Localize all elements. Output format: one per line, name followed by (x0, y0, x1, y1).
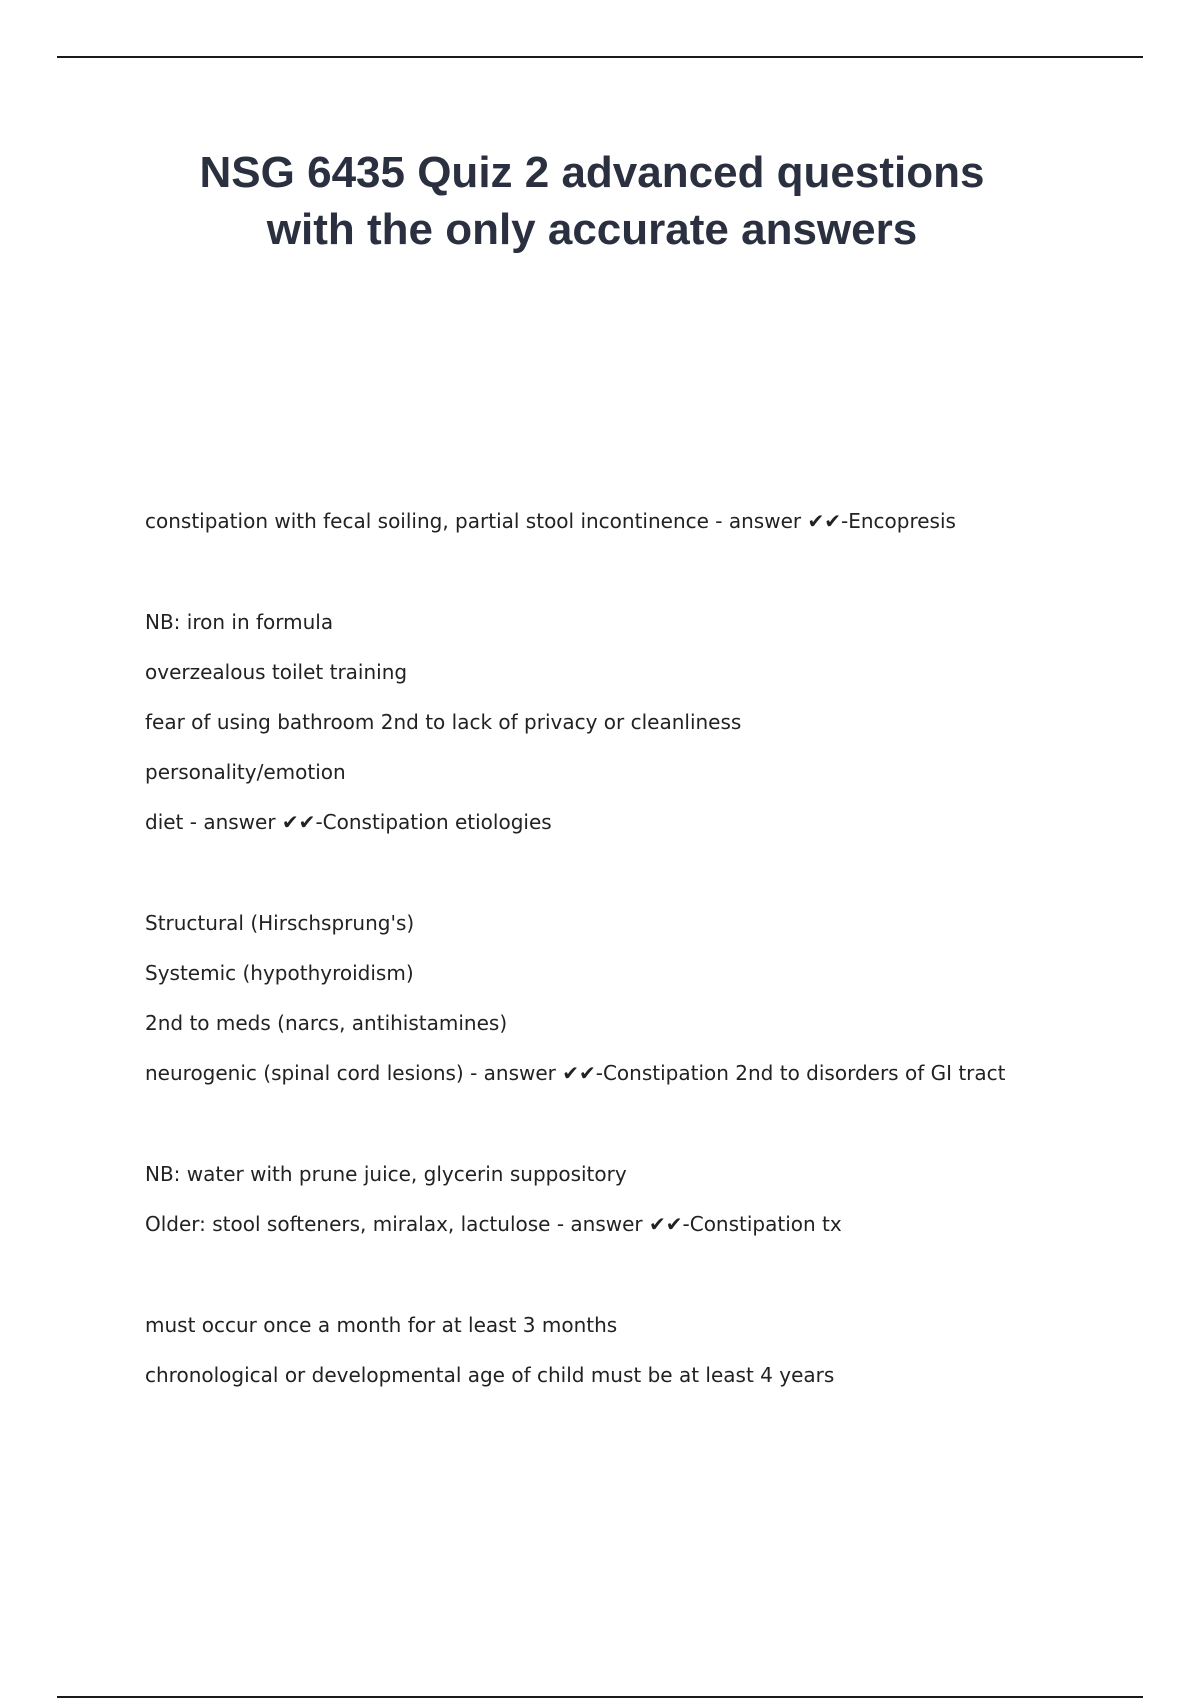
qa-line: fear of using bathroom 2nd to lack of privacy or cleanliness (145, 710, 742, 734)
qa-line: 2nd to meds (narcs, antihistamines) (145, 1011, 508, 1035)
qa-line: overzealous toilet training (145, 660, 408, 684)
title-line-1: NSG 6435 Quiz 2 advanced questions (199, 148, 985, 197)
bottom-rule (57, 1696, 1143, 1698)
qa-line: Structural (Hirschsprung's) (145, 911, 415, 935)
qa-line: personality/emotion (145, 760, 346, 784)
qa-line: neurogenic (spinal cord lesions) - answer ✔✔-Constipation 2nd to disorders of GI tract (145, 1061, 1006, 1085)
qa-content (145, 506, 1145, 1410)
qa-line: Older: stool softeners, miralax, lactulose - answer ✔✔-Constipation tx (145, 1212, 842, 1236)
qa-line: NB: water with prune juice, glycerin suppository (145, 1162, 627, 1186)
qa-line: must occur once a month for at least 3 months (145, 1313, 618, 1337)
qa-line: NB: iron in formula (145, 610, 334, 634)
page-title (0, 144, 1184, 258)
title-line-2: with the only accurate answers (266, 205, 918, 254)
qa-line: diet - answer ✔✔-Constipation etiologies (145, 810, 552, 834)
top-rule (57, 56, 1143, 58)
qa-line: Systemic (hypothyroidism) (145, 961, 414, 985)
qa-line: chronological or developmental age of child must be at least 4 years (145, 1363, 835, 1387)
qa-line: constipation with fecal soiling, partial stool incontinence - answer ✔✔-Encopresis (145, 509, 956, 533)
